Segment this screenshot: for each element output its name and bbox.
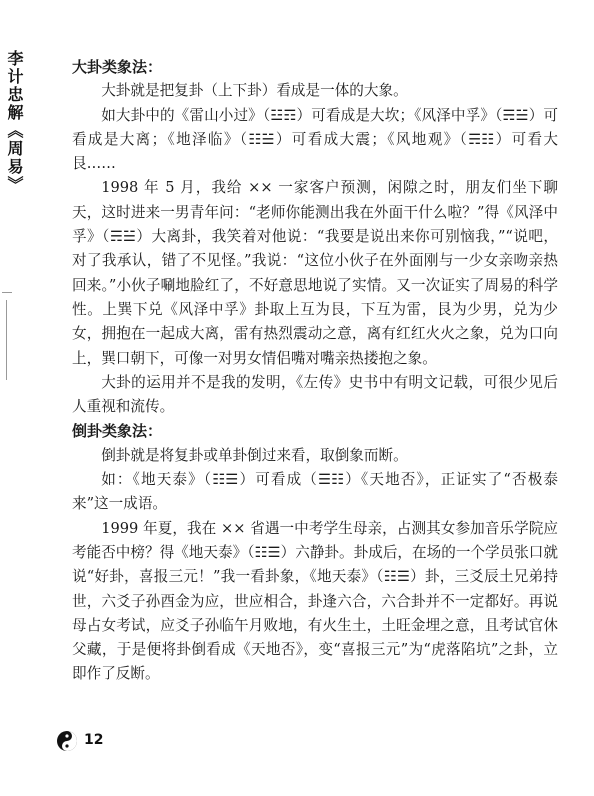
section-heading-big-gua: 大卦类象法： xyxy=(72,58,163,76)
page-number: 12 xyxy=(84,732,104,748)
paragraph: 如大卦中的《雷山小过》（☳☶）可看成是大坎；《风泽中孚》（☴☱）可看成是大离；《地泽临》（☷☱）可看成大震；《风地观》（☴☷）可看大艮…… xyxy=(72,106,558,173)
page-body xyxy=(72,55,558,687)
paragraph: 大卦就是把复卦（上下卦）看成是一体的大象。 xyxy=(101,82,408,100)
yin-yang-icon xyxy=(56,730,78,752)
paragraph: 1998 年 5 月，我给 ×× 一家客户预测，闲隙之时，朋友们坐下聊天，这时进来一男青年问：“老师你能测出我在外面干什么啦？”得《风泽中孚》（☴☱）大离卦，我笑着对他说：“我要是说出来你可别恼我，”“说吧，对了我承认，错了不见怪。”我说：“这位小伙子在外面刚与一少女亲吻亲热回来。”小伙子唰地脸红了，不好意思地说了实情。又一次证实了周易的科学性。上巽下兑《风泽中孚》卦取上互为艮，下互为雷，艮为少男，兑为少女，拥抱在一起成大离，雷有热烈震动之意，离有红红火火之象，兑为口向上，巽口朝下，可像一对男女情侣嘴对嘴亲热搂抱之象。 xyxy=(72,179,558,367)
section-heading-inverted-gua: 倒卦类象法： xyxy=(72,422,163,441)
side-margin-tick xyxy=(2,292,12,293)
side-margin-rule xyxy=(6,300,7,380)
book-title-vertical: 李计忠解《周易》 xyxy=(5,50,24,194)
paragraph: 如：《地天泰》（☷☰）可看成（☰☷）《天地否》，正证实了“否极泰来”这一成语。 xyxy=(72,471,558,513)
side-title-area xyxy=(0,42,28,242)
paragraph: 倒卦就是将复卦或单卦倒过来看，取倒象而断。 xyxy=(101,446,408,464)
paragraph: 1999 年夏，我在 ×× 省遇一中考学生母亲，占测其女参加音乐学院应考能否中榜？得《地天泰》（☷☰）六静卦。卦成后，在场的一个学员张口就说“好卦，喜报三元！”我一看卦象，《地天泰》（☷☰）卦，三爻辰土兄弟持世，六爻子孙酉金为应，世应相合，卦逢六合，六合卦并不一定都好。再说母占女考试，应爻子孙临午月败地，有火生土，土旺金埋之意，且考试官休父藏，于是便将卦倒看成《天地否》，变“喜报三元”为“虎落陷坑”之卦，立即作了反断。 xyxy=(72,519,558,683)
paragraph: 大卦的运用并不是我的发明，《左传》史书中有明文记载，可很少见后人重视和流传。 xyxy=(72,373,558,416)
